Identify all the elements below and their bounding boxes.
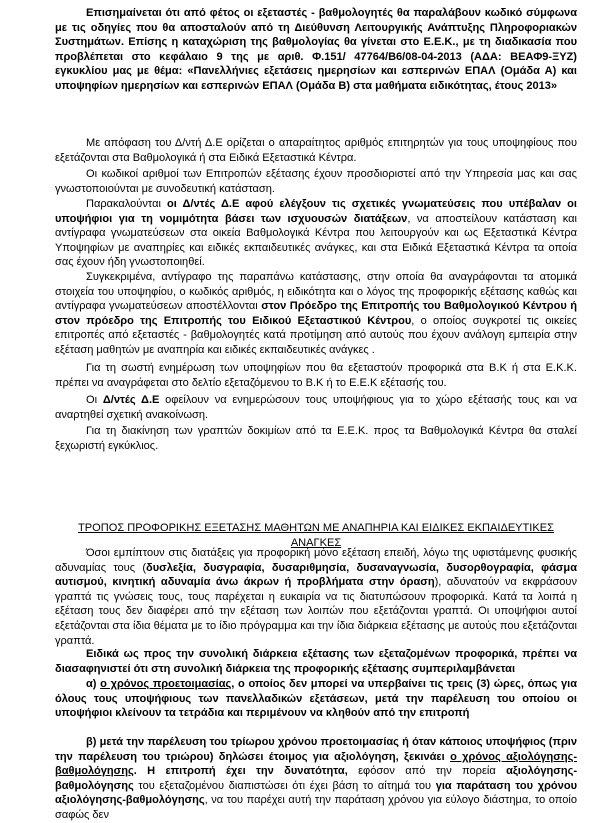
bold-text-run: οι Δ/ντές Δ.Ε αφού ελέγξουν τις σχετικές γνωματεύσεις που υπέβαλαν οι υποψήφιοι για τη νομιμότητα βάσει των ισχυουσών διατάξεων <box>55 198 577 225</box>
text-run: , ο οποίος δεν μπορεί να υπερβαίνει τις τρεις (3) ώρες, όπως για όλους τους υποψήφιους των πανελλαδικών εξετάσεων, μετά την παρέλευση του οποίου οι υποψήφιοι κλείνουν τα τετράδια και περιμένουν να κληθούν από την επιτροπή <box>55 678 577 720</box>
item-a-preparation-time <box>55 677 577 721</box>
intro-paragraph: Επισημαίνεται ότι από φέτος οι εξεταστές - βαθμολογητές θα παραλάβουν κωδικό σύμφωνα με τις οδηγίες που θα αποσταλούν από τη Διεύθυνση Λειτουργικής Ανάπτυξης Πληροφοριακών Συστημάτων. Επίσης η καταχώριση της βαθμολογίας θα γίνεται στο Ε.Ε.Κ., με τη διαδικασία που προβλέπεται στο κεφάλαιο 9 της με αριθ. Φ.151/ 47764/Β6/08-04-2013 (ΑΔΑ: ΒΕΑΦ9-ΞΥΖ) εγκυκλίου μας με θέμα: «Πανελλήνιες εξετάσεις ημερησίων και εσπερινών ΕΠΑΛ (Ομάδα Α) και υποψηφίων ημερησίων και εσπερινών ΕΠΑΛ (Ομάδα Β) στα μαθήματα ειδικότητας, έτους 2013» <box>55 7 577 92</box>
item-b-evaluation-time <box>55 735 577 823</box>
text-run: , να αποστείλουν κατάσταση και αντίγραφα γνωματεύσεων στα οικεία Βαθμολογικά Κέντρα που λειτουργούν και ως Εξεταστικά Κέντρα Υποψηφίων με αναπηρίες και ειδικές εκπαιδευτικές ανάγκες, και στα Ειδικά Εξεταστικά Κέντρα τα οποία σας έχουν ήδη γνωστοποιηθεί. <box>55 212 577 269</box>
bold-text-run: δυσλεξία, δυσγραφία, δυσαριθμησία, δυσαναγνωσία, δυσορθογραφία, φάσμα αυτισμού, κινητική αδυναμία άνω άκρων ή προβλήματα στην όραση <box>55 561 577 589</box>
text-run: α) <box>86 678 101 690</box>
text-run: ), αδυνατούν να εκφράσουν γραπτά τις γνώσεις τους, τους παρέχεται η ευκαιρία να τις διατυπώσουν προφορικά. Κατά τα λοιπά η εξέταση τους δεν διαφέρει από την εξέταση των λοιπών που εξετάζονται γραπτά. Οι υποψήφιοι αυτοί εξετάζονται στα ίδια θέματα με το ίδιο πρόγραμμα και την ίδια διάρκεια εξέτασης με αυτούς που εξετάζονται γραπτά. <box>55 576 577 647</box>
paragraph-total-duration: Ειδικά ως προς την συνολική διάρκεια εξέτασης των εξεταζομένων προφορικά, πρέπει να διασαφηνιστεί ότι στη συνολική διάρκεια της προφορικής εξέτασης συμπεριλαμβάνεται <box>55 648 577 675</box>
paragraph-script-transfer: Για τη διακίνηση των γραπτών δοκιμίων από τα Ε.Ε.Κ. προς τα Βαθμολογικά Κέντρα θα σταλεί ξεχωριστή εγκύκλιος. <box>55 425 577 452</box>
section-heading: ΤΡΟΠΟΣ ΠΡΟΦΟΡΙΚΗΣ ΕΞΕΤΑΣΗΣ ΜΑΘΗΤΩΝ ΜΕ ΑΝΑΠΗΡΙΑ ΚΑΙ ΕΙΔΙΚΕΣ ΕΚΠΑΙΔΕΥΤΙΚΕΣ ΑΝΑΓΚΕΣ <box>78 522 554 549</box>
paragraph-exam-slip: Για τη σωστή ενημέρωση των υποψηφίων που θα εξεταστούν προφορικά στα Β.Κ ή στα Ε.Κ.Κ. πρέπει να αναγράφεται στο δελτίο εξεταζόμενου το Β.Κ ή το Ε.Ε.Κ εξέτασής του. <box>55 362 577 389</box>
bold-text-run: Δ/ντές Δ.Ε <box>102 394 160 406</box>
paragraph-oral-exam-eligibility <box>55 546 577 648</box>
paragraph-copies-dispatch <box>55 270 577 358</box>
underlined-text-run: ο χρόνος αξιολόγησης-βαθμολόγησης <box>55 750 577 778</box>
paragraph-committee-codes: Οι κωδικοί αριθμοί των Επιτροπών εξέτασης έχουν προσδιοριστεί από την Υπηρεσία μας και σας γνωστοποιούνται με συνοδευτική κατάσταση. <box>55 168 577 195</box>
bold-text-run: για παράταση του χρόνου αξιολόγησης-βαθμολόγησης <box>55 779 577 807</box>
text-run: Συγκεκριμένα, αντίγραφο της παραπάνω κατάστασης, στην οποία θα αναγράφονται τα ατομικά στοιχεία του υποψηφίου, ο κωδικός αριθμός, η ειδικότητα και ο λόγος της προφορικής εξέτασης καθώς και αντίγραφα γνωματεύσεων αποστέλλονται <box>55 271 577 313</box>
text-run: εφόσον από την πορεία <box>358 765 507 778</box>
bold-text-run: β) μετά την παρέλευση του τρίωρου χρόνου προετοιμασίας ή όταν κάποιος υποψήφιος (πριν την παρέλευση του τριώρου) δηλώσει έτοιμος για αξιολόγηση, ξεκινάει <box>55 736 577 763</box>
bold-text-run: στον Πρόεδρο της Επιτροπής του Βαθμολογικού Κέντρου ή στον πρόεδρο της Επιτροπής του Ειδικού Εξεταστικού Κέντρου <box>55 300 577 327</box>
paragraph-supervisors: Με απόφαση του Δ/ντή Δ.Ε ορίζεται ο απαραίτητος αριθμός επιτηρητών για τους υποψηφίους που εξετάζονται στα Βαθμολογικά ή στα Ειδικά Εξεταστικά Κέντρα. <box>55 137 577 164</box>
text-run: οφείλουν να ενημερώσουν τους υποψήφιους για το χώρο εξέτασής τους και να αναρτηθεί σχετική ανακοίνωση. <box>55 394 577 421</box>
paragraph-directors-request <box>55 197 577 270</box>
bold-text-run: . Η επιτροπή έχει την δυνατότητα, <box>133 765 359 778</box>
text-run: Παρακαλούνται <box>86 198 167 210</box>
paragraph-announcement <box>55 393 577 422</box>
text-run: Όσοι εμπίπτουν στις διατάξεις για προφορική μόνο εξέταση επειδή, λόγω της υφιστάμενης φυσικής αδυναμίας τους ( <box>55 547 577 574</box>
bold-text-run: αξιολόγησης-βαθμολόγησης <box>55 765 577 792</box>
text-run: , να του παρέχει αυτή την παράταση χρόνου για εύλογο διάστημα, το οποίο σαφώς δεν <box>55 794 577 821</box>
underlined-text-run: ο χρόνος προετοιμασίας <box>100 678 232 690</box>
text-run: Οι <box>86 394 103 406</box>
text-run: , ο οποίος συγκροτεί τις οικείες επιτροπές από εξεταστές - βαθμολογητές κατά προτίμηση από αυτούς που έχουν ανάλογη εμπειρία στην εξέταση μαθητών με αναπηρία και ειδικές εκπαιδευτικές ανάγκες . <box>55 314 577 356</box>
text-run: του εξεταζομένου διαπιστώσει ότι έχει βάση το αίτημά του <box>133 779 436 792</box>
